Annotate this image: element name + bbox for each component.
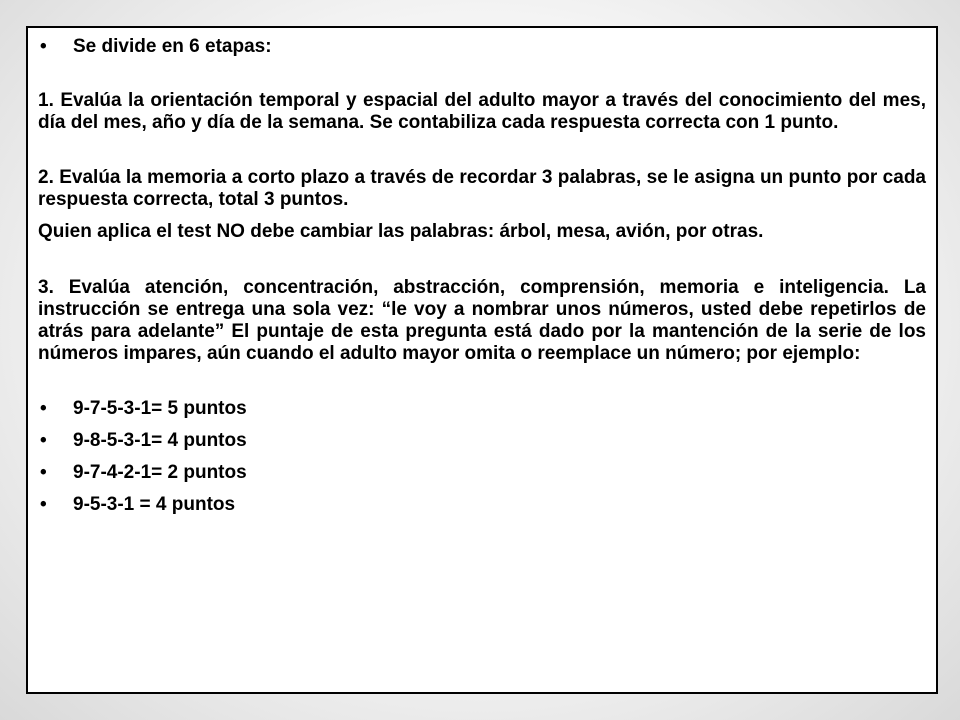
bullet-dot: •	[40, 430, 47, 451]
stage-2-note: Quien aplica el test NO debe cambiar las palabras: árbol, mesa, avión, por otras.	[38, 221, 764, 242]
bullet-dot: •	[40, 462, 47, 483]
score-example-item	[38, 430, 926, 452]
score-examples-list	[38, 398, 926, 516]
score-example-text: 9-7-5-3-1= 5 puntos	[73, 398, 247, 419]
heading-bullet	[38, 36, 926, 58]
score-example-item	[38, 494, 926, 516]
score-example-text: 9-8-5-3-1= 4 puntos	[73, 430, 247, 451]
stage-1-paragraph: 1. Evalúa la orientación temporal y espacial del adulto mayor a través del conocimiento del mes, día del mes, año y día de la semana. Se contabiliza cada respuesta correcta con 1 punto.	[38, 90, 926, 133]
score-example-text: 9-5-3-1 = 4 puntos	[73, 494, 236, 515]
stage-2-paragraph: 2. Evalúa la memoria a corto plazo a través de recordar 3 palabras, se le asigna un punto por cada respuesta correcta, total 3 puntos.	[38, 167, 926, 210]
score-example-item	[38, 462, 926, 484]
slide-content-box	[26, 26, 938, 694]
bullet-dot: •	[40, 398, 47, 419]
score-example-item	[38, 398, 926, 420]
stage-3-paragraph: 3. Evalúa atención, concentración, abstracción, comprensión, memoria e inteligencia. La instrucción se entrega una sola vez: “le voy a nombrar unos números, usted debe repetirlos de atrás para adelante” El puntaje de esta pregunta está dado por la mantención de la serie de los números impares, aún cuando el adulto mayor omita o reemplace un número; por ejemplo:	[38, 277, 926, 364]
bullet-dot: •	[40, 494, 47, 515]
heading-text: Se divide en 6 etapas:	[73, 36, 272, 57]
bullet-dot: •	[40, 36, 47, 57]
score-example-text: 9-7-4-2-1= 2 puntos	[73, 462, 247, 483]
